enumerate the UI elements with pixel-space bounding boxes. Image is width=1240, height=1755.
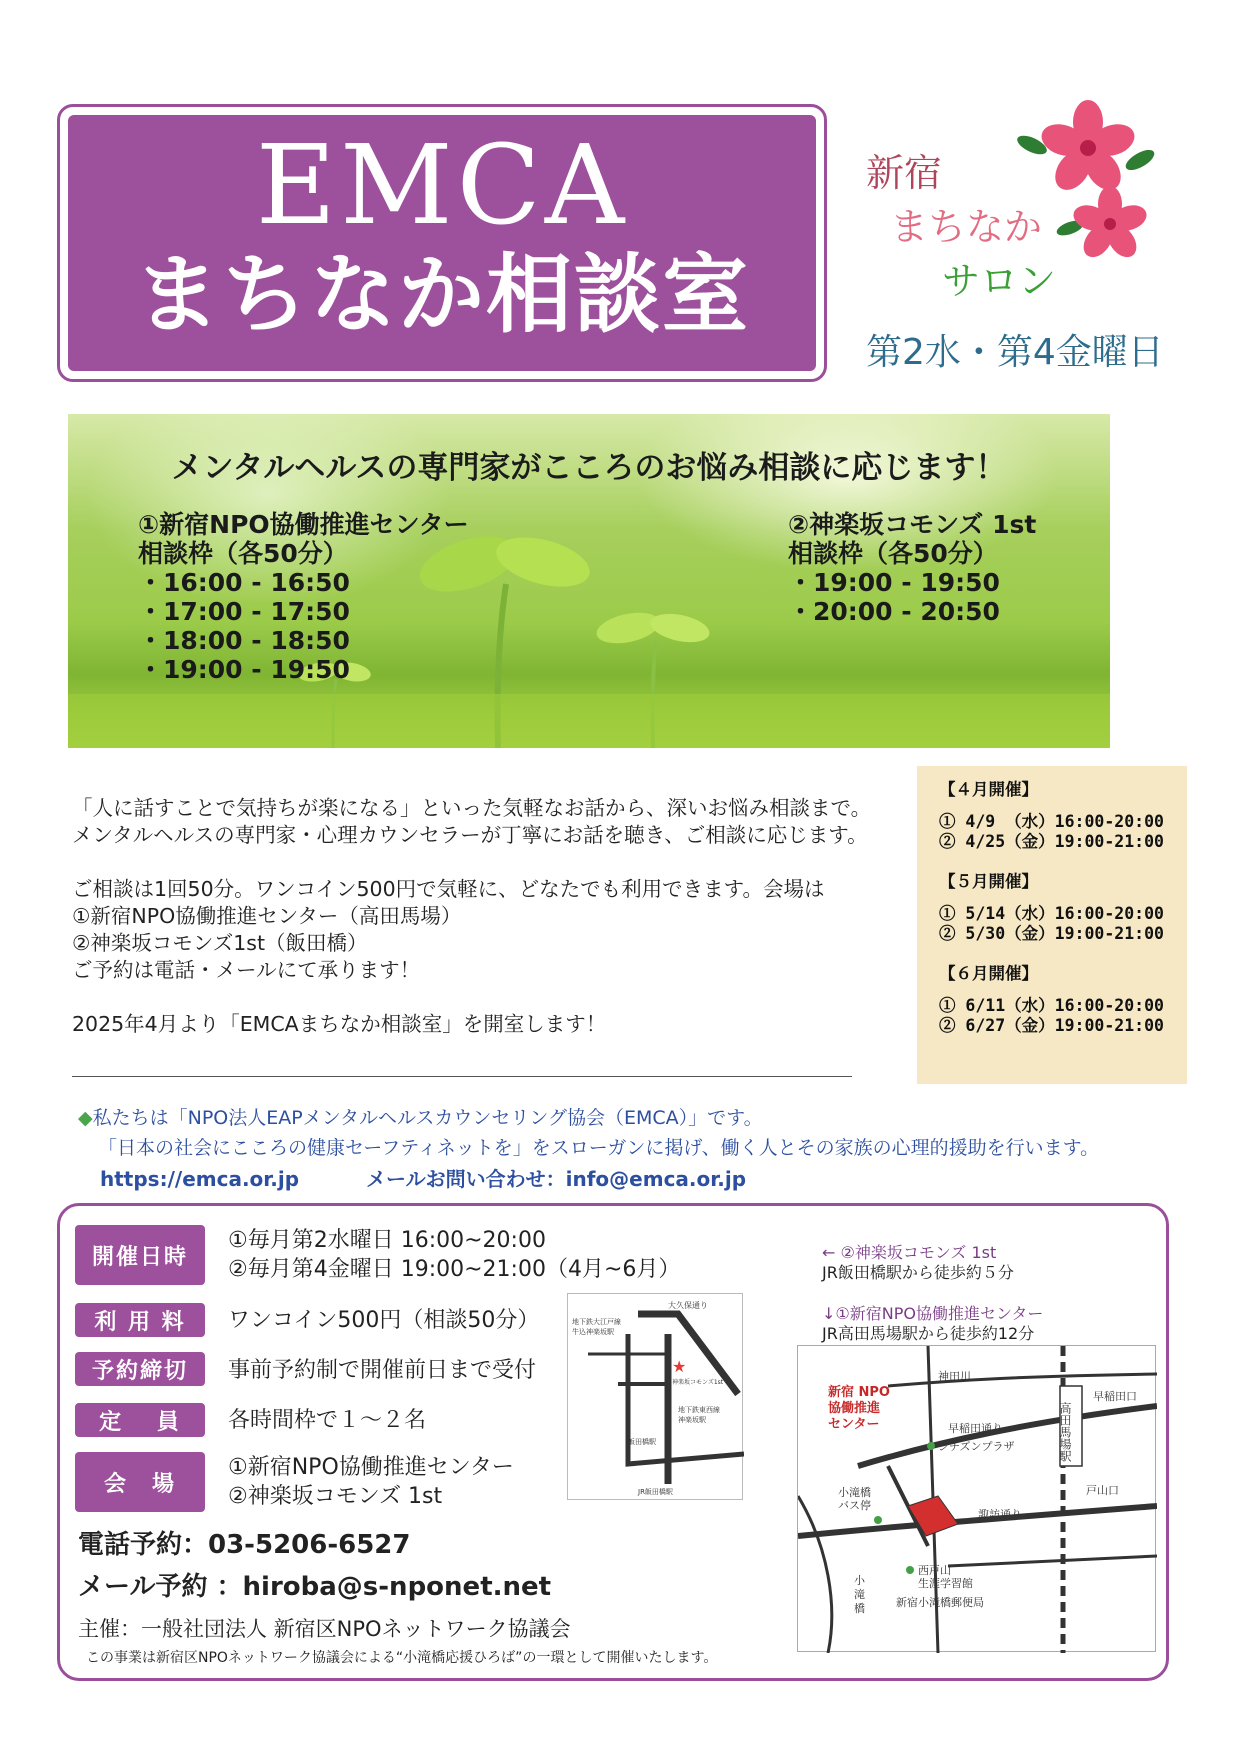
- schedule-item: ① 6/11（水）16:00-20:00: [939, 996, 1164, 1015]
- fee-value: ワンコイン500円（相談50分）: [228, 1308, 540, 1333]
- map-otaki-2: 滝: [854, 1588, 865, 1601]
- map-small-label3: 地下鉄東西線: [678, 1406, 720, 1414]
- kagurazaka-map: [567, 1293, 743, 1500]
- venue-line: ②神楽坂コモンズ 1st: [228, 1484, 443, 1509]
- divider: [72, 1076, 852, 1077]
- venue2-slots: [788, 510, 1036, 626]
- footnote: この事業は新宿区NPOネットワーク協議会による“小滝橋応援ひろば”の一環として開催いたします。: [86, 1650, 718, 1666]
- title-emca: EMCA: [255, 121, 629, 249]
- map-center-label-2: 協働推進: [828, 1401, 881, 1416]
- venue2-name: ②神楽坂コモンズ 1st: [788, 510, 1037, 539]
- schedule-item: ② 5/30（金）19:00-21:00: [939, 924, 1164, 943]
- access-shinjuku: [822, 1304, 1043, 1344]
- shinjuku-map: [797, 1345, 1156, 1652]
- schedule-box: [917, 766, 1187, 1084]
- title-machinaka: まちなか相談室: [134, 245, 750, 345]
- venue1-name: ①新宿NPO協働推進センター: [138, 510, 469, 539]
- map-small-label6: JR飯田橋駅: [638, 1488, 673, 1496]
- map-bus-label-1: 小滝橋: [838, 1486, 871, 1499]
- map-small-label5: 飯田橋駅: [628, 1438, 656, 1446]
- map-small-top: 大久保通り: [668, 1301, 708, 1310]
- about-section: [78, 1103, 1178, 1163]
- map-small-mark: 神楽坂コモンズ1st: [672, 1379, 724, 1386]
- schedule-item: ① 4/9 （水）16:00-20:00: [939, 812, 1164, 831]
- description: [72, 795, 912, 1038]
- schedule-month: 【５月開催】: [939, 872, 1038, 891]
- desc-line: メンタルヘルスの専門家・心理カウンセラーが丁寧にお話を聴き、ご相談に応じます。: [72, 823, 868, 847]
- desc-line: ご相談は1回50分。ワンコイン500円で気軽に、どなたでも利用できます。会場は: [72, 877, 825, 901]
- slot-item: ・18:00 - 18:50: [138, 626, 350, 655]
- map-wasedaguchi-label: 早稲田口: [1093, 1390, 1137, 1403]
- website-link[interactable]: https://emca.or.jp: [100, 1167, 300, 1191]
- email-reservation[interactable]: メール予約 ：hiroba@s-nponet.net: [78, 1572, 552, 1602]
- deadline-label: 予約締切: [75, 1352, 205, 1386]
- map-center-label-3: センター: [828, 1417, 880, 1432]
- email-link[interactable]: メールお問い合わせ：info@emca.or.jp: [366, 1167, 747, 1191]
- venue-line: ①新宿NPO協働推進センター: [228, 1455, 514, 1480]
- access-kagurazaka: [822, 1243, 1014, 1283]
- slot-item: ・19:00 - 19:50: [788, 568, 1000, 597]
- desc-line: ②神楽坂コモンズ1st（飯田橋）: [72, 931, 368, 955]
- schedule-item: ② 6/27（金）19:00-21:00: [939, 1016, 1164, 1035]
- hero-banner: [68, 414, 1110, 748]
- schedule-item: ② 4/25（金）19:00-21:00: [939, 832, 1164, 851]
- desc-line: ①新宿NPO協働推進センター（高田馬場）: [72, 904, 462, 928]
- map-wasedadori-label: 早稲田通り: [948, 1422, 1003, 1435]
- venue1-frame: 相談枠（各50分）: [138, 539, 348, 568]
- schedule-month: 【４月開催】: [939, 780, 1038, 799]
- map-small-label1: 地下鉄大江戸線: [572, 1318, 621, 1326]
- map-toyamaguchi-label: 戸山口: [1086, 1484, 1119, 1497]
- slot-item: ・20:00 - 20:50: [788, 597, 1000, 626]
- banner-headline: メンタルヘルスの専門家がこころのお悩み相談に応じます！: [171, 450, 1007, 486]
- schedule-item: ① 5/14（水）16:00-20:00: [939, 904, 1164, 923]
- map-post-label: 新宿小滝橋郵便局: [896, 1596, 984, 1609]
- date-line: ①毎月第2水曜日 16:00~20:00: [228, 1228, 546, 1253]
- map-otaki-3: 橋: [854, 1602, 865, 1615]
- slot-item: ・17:00 - 17:50: [138, 597, 350, 626]
- capacity-value: 各時間枠で１～２名: [228, 1408, 427, 1433]
- fee-label: 利 用 料: [75, 1303, 205, 1337]
- salon-machinaka: まちなか: [890, 205, 1043, 249]
- date-line: ②毎月第4金曜日 19:00~21:00（4月~6月）: [228, 1257, 681, 1282]
- links: [100, 1163, 806, 1192]
- desc-line: 「人に話すことで気持ちが楽になる」といった気軽なお話から、深いお悩み相談まで。: [72, 796, 872, 820]
- deadline-value: 事前予約制で開催前日まで受付: [228, 1358, 537, 1383]
- access-shinjuku-name: ↓①新宿NPO協働推進センター: [822, 1304, 1044, 1323]
- salon-days: 第2水・第4金曜日: [866, 332, 1164, 373]
- access-kagurazaka-walk: JR飯田橋駅から徒歩約５分: [822, 1263, 1014, 1282]
- desc-line: ご予約は電話・メールにて承ります！: [72, 958, 421, 982]
- schedule-month: 【６月開催】: [939, 964, 1038, 983]
- map-small-label2: 牛込神楽坂駅: [572, 1328, 614, 1336]
- map-small-label4: 神楽坂駅: [678, 1416, 706, 1424]
- phone-reservation[interactable]: 電話予約：03-5206-6527: [78, 1530, 411, 1560]
- map-school-label-1: 西戸山: [918, 1564, 951, 1577]
- about-line1: 私たちは「NPO法人EAPメンタルヘルスカウンセリング協会（EMCA）」です。: [92, 1107, 763, 1129]
- organizer: 主催：一般社団法人 新宿区NPOネットワーク協議会: [78, 1617, 571, 1641]
- date-label: 開催日時: [75, 1225, 205, 1285]
- venue2-frame: 相談枠（各50分）: [788, 539, 998, 568]
- access-shinjuku-walk: JR高田馬場駅から徒歩約12分: [822, 1324, 1035, 1343]
- map-river-label: 神田川: [938, 1370, 971, 1383]
- date-value: [228, 1226, 680, 1284]
- map-center-label-1: 新宿 NPO: [828, 1385, 890, 1400]
- salon-salon: サロン: [942, 259, 1057, 303]
- map-citizen-label: シチズンプラザ: [938, 1440, 1015, 1453]
- map-station-label: 高田馬場駅: [1058, 1402, 1072, 1462]
- map-suwadori-label: 諏訪通り: [978, 1508, 1022, 1521]
- azalea-flower-icon: [1010, 100, 1160, 270]
- capacity-label: 定 員: [75, 1403, 205, 1437]
- salon-shinjuku: 新宿: [866, 151, 943, 195]
- access-kagurazaka-name: ← ②神楽坂コモンズ 1st: [822, 1243, 997, 1262]
- slot-item: ・19:00 - 19:50: [138, 655, 350, 684]
- location-star-icon: ★: [672, 1357, 687, 1376]
- venue-value: [228, 1453, 514, 1511]
- desc-line: 2025年4月より「EMCAまちなか相談室」を開室します！: [72, 1012, 607, 1036]
- venue-label: 会 場: [75, 1452, 205, 1512]
- map-school-label-2: 生涯学習館: [918, 1577, 973, 1590]
- diamond-icon: ◆: [78, 1107, 93, 1129]
- map-otaki-1: 小: [854, 1574, 865, 1587]
- about-line2: 「日本の社会にこころの健康セーフティネットを」をスローガンに掲げ、働く人とその家族の心理的援助を行います。: [98, 1137, 1100, 1159]
- slot-item: ・16:00 - 16:50: [138, 568, 350, 597]
- venue1-slots: [138, 510, 469, 684]
- map-bus-label-2: バス停: [838, 1499, 871, 1512]
